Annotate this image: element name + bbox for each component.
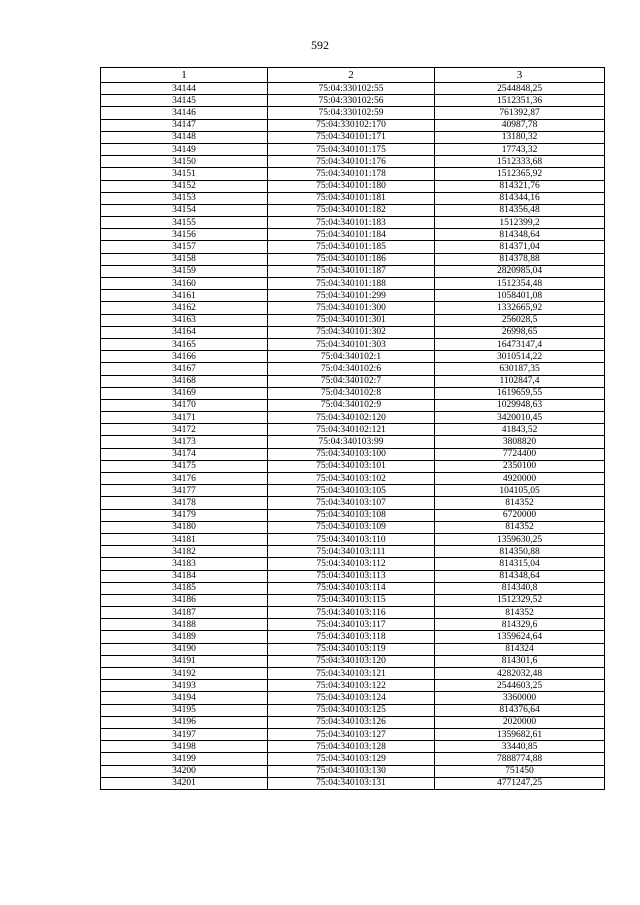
row-number-cell: 34191 xyxy=(101,655,268,667)
table-row xyxy=(101,302,605,314)
cadastral-number-cell: 75:04:340103:110 xyxy=(268,533,435,545)
row-number-cell: 34187 xyxy=(101,607,268,619)
value-cell: 814321,76 xyxy=(435,180,605,192)
table-row xyxy=(101,607,605,619)
table-body xyxy=(101,83,605,790)
table-row xyxy=(101,375,605,387)
table-row xyxy=(101,582,605,594)
value-cell: 751450 xyxy=(435,765,605,777)
value-cell: 33440,85 xyxy=(435,741,605,753)
table-row xyxy=(101,156,605,168)
table-row xyxy=(101,777,605,789)
cadastral-number-cell: 75:04:340103:109 xyxy=(268,521,435,533)
table-row xyxy=(101,351,605,363)
table-row xyxy=(101,448,605,460)
cadastral-number-cell: 75:04:340101:176 xyxy=(268,156,435,168)
table-row xyxy=(101,594,605,606)
cadastral-number-cell: 75:04:340102:121 xyxy=(268,424,435,436)
cadastral-number-cell: 75:04:340103:129 xyxy=(268,753,435,765)
table-row xyxy=(101,765,605,777)
table-row xyxy=(101,546,605,558)
cadastral-number-cell: 75:04:340103:112 xyxy=(268,558,435,570)
row-number-cell: 34166 xyxy=(101,351,268,363)
table-row xyxy=(101,460,605,472)
row-number-cell: 34195 xyxy=(101,704,268,716)
cadastral-number-cell: 75:04:340103:108 xyxy=(268,509,435,521)
cadastral-number-cell: 75:04:340103:116 xyxy=(268,607,435,619)
row-number-cell: 34181 xyxy=(101,533,268,545)
table-row xyxy=(101,436,605,448)
row-number-cell: 34155 xyxy=(101,217,268,229)
table-row xyxy=(101,753,605,765)
value-cell: 13180,32 xyxy=(435,131,605,143)
row-number-cell: 34190 xyxy=(101,643,268,655)
row-number-cell: 34197 xyxy=(101,728,268,740)
value-cell: 41843,52 xyxy=(435,424,605,436)
table-row xyxy=(101,119,605,131)
value-cell: 40987,78 xyxy=(435,119,605,131)
row-number-cell: 34170 xyxy=(101,399,268,411)
value-cell: 3808820 xyxy=(435,436,605,448)
cadastral-number-cell: 75:04:340103:122 xyxy=(268,680,435,692)
value-cell: 814378,88 xyxy=(435,253,605,265)
value-cell: 814315,04 xyxy=(435,558,605,570)
value-cell: 26998,65 xyxy=(435,326,605,338)
value-cell: 1512365,92 xyxy=(435,168,605,180)
table-row xyxy=(101,692,605,704)
row-number-cell: 34189 xyxy=(101,631,268,643)
table-row xyxy=(101,314,605,326)
cadastral-number-cell: 75:04:340103:121 xyxy=(268,668,435,680)
cadastral-number-cell: 75:04:340101:299 xyxy=(268,290,435,302)
row-number-cell: 34161 xyxy=(101,290,268,302)
value-cell: 814301,6 xyxy=(435,655,605,667)
table-row xyxy=(101,278,605,290)
row-number-cell: 34158 xyxy=(101,253,268,265)
cadastral-number-cell: 75:04:340101:301 xyxy=(268,314,435,326)
value-cell: 814352 xyxy=(435,497,605,509)
cadastral-number-cell: 75:04:340103:131 xyxy=(268,777,435,789)
value-cell: 814348,64 xyxy=(435,570,605,582)
cadastral-number-cell: 75:04:330102:59 xyxy=(268,107,435,119)
value-cell: 3010514,22 xyxy=(435,351,605,363)
row-number-cell: 34154 xyxy=(101,204,268,216)
cadastral-number-cell: 75:04:340103:111 xyxy=(268,546,435,558)
value-cell: 104105,05 xyxy=(435,485,605,497)
cadastral-number-cell: 75:04:340101:171 xyxy=(268,131,435,143)
row-number-cell: 34185 xyxy=(101,582,268,594)
row-number-cell: 34146 xyxy=(101,107,268,119)
cadastral-number-cell: 75:04:340103:101 xyxy=(268,460,435,472)
table-row xyxy=(101,424,605,436)
row-number-cell: 34174 xyxy=(101,448,268,460)
table-row xyxy=(101,485,605,497)
value-cell: 2820985,04 xyxy=(435,265,605,277)
table-row xyxy=(101,704,605,716)
row-number-cell: 34177 xyxy=(101,485,268,497)
row-number-cell: 34201 xyxy=(101,777,268,789)
table-row xyxy=(101,180,605,192)
table-row xyxy=(101,521,605,533)
row-number-cell: 34151 xyxy=(101,168,268,180)
cadastral-number-cell: 75:04:340103:114 xyxy=(268,582,435,594)
table-row xyxy=(101,716,605,728)
cadastral-number-cell: 75:04:340103:115 xyxy=(268,594,435,606)
value-cell: 814356,48 xyxy=(435,204,605,216)
table-row xyxy=(101,143,605,155)
value-cell: 1512329,52 xyxy=(435,594,605,606)
table-row xyxy=(101,741,605,753)
row-number-cell: 34148 xyxy=(101,131,268,143)
row-number-cell: 34184 xyxy=(101,570,268,582)
row-number-cell: 34199 xyxy=(101,753,268,765)
row-number-cell: 34150 xyxy=(101,156,268,168)
row-number-cell: 34176 xyxy=(101,473,268,485)
table-header xyxy=(101,68,605,83)
table-row xyxy=(101,473,605,485)
row-number-cell: 34162 xyxy=(101,302,268,314)
table-row xyxy=(101,192,605,204)
row-number-cell: 34180 xyxy=(101,521,268,533)
table-row xyxy=(101,241,605,253)
value-cell: 17743,32 xyxy=(435,143,605,155)
cadastral-number-cell: 75:04:340103:125 xyxy=(268,704,435,716)
cadastral-number-cell: 75:04:340103:119 xyxy=(268,643,435,655)
cadastral-number-cell: 75:04:340101:186 xyxy=(268,253,435,265)
row-number-cell: 34149 xyxy=(101,143,268,155)
value-cell: 1512354,48 xyxy=(435,278,605,290)
table-row xyxy=(101,387,605,399)
value-cell: 2350100 xyxy=(435,460,605,472)
row-number-cell: 34156 xyxy=(101,229,268,241)
table-row xyxy=(101,107,605,119)
row-number-cell: 34183 xyxy=(101,558,268,570)
row-number-cell: 34188 xyxy=(101,619,268,631)
row-number-cell: 34186 xyxy=(101,594,268,606)
value-cell: 1359630,25 xyxy=(435,533,605,545)
value-cell: 1512351,36 xyxy=(435,95,605,107)
cadastral-number-cell: 75:04:340103:128 xyxy=(268,741,435,753)
cadastral-number-cell: 75:04:340103:130 xyxy=(268,765,435,777)
table-row xyxy=(101,338,605,350)
value-cell: 814352 xyxy=(435,521,605,533)
table-row xyxy=(101,217,605,229)
cadastral-number-cell: 75:04:340103:113 xyxy=(268,570,435,582)
value-cell: 7888774,88 xyxy=(435,753,605,765)
cadastral-number-cell: 75:04:340101:300 xyxy=(268,302,435,314)
cadastral-number-cell: 75:04:340102:6 xyxy=(268,363,435,375)
value-cell: 4920000 xyxy=(435,473,605,485)
value-cell: 2020000 xyxy=(435,716,605,728)
cadastral-number-cell: 75:04:340102:9 xyxy=(268,399,435,411)
value-cell: 814344,16 xyxy=(435,192,605,204)
row-number-cell: 34157 xyxy=(101,241,268,253)
row-number-cell: 34163 xyxy=(101,314,268,326)
value-cell: 1512399,2 xyxy=(435,217,605,229)
value-cell: 1512333,68 xyxy=(435,156,605,168)
table-row xyxy=(101,399,605,411)
value-cell: 814348,64 xyxy=(435,229,605,241)
row-number-cell: 34159 xyxy=(101,265,268,277)
cadastral-number-cell: 75:04:330102:55 xyxy=(268,83,435,95)
table-row xyxy=(101,253,605,265)
value-cell: 256028,5 xyxy=(435,314,605,326)
column-header-2: 2 xyxy=(268,68,435,83)
row-number-cell: 34147 xyxy=(101,119,268,131)
row-number-cell: 34192 xyxy=(101,668,268,680)
cadastral-number-cell: 75:04:340101:181 xyxy=(268,192,435,204)
value-cell: 3360000 xyxy=(435,692,605,704)
row-number-cell: 34160 xyxy=(101,278,268,290)
table-row xyxy=(101,95,605,107)
cadastral-number-cell: 75:04:340101:184 xyxy=(268,229,435,241)
cadastral-number-cell: 75:04:330102:170 xyxy=(268,119,435,131)
cadastral-number-cell: 75:04:340101:182 xyxy=(268,204,435,216)
cadastral-number-cell: 75:04:340102:1 xyxy=(268,351,435,363)
header-row xyxy=(101,68,605,83)
table-row xyxy=(101,680,605,692)
cadastral-number-cell: 75:04:340103:105 xyxy=(268,485,435,497)
cadastral-number-cell: 75:04:340102:120 xyxy=(268,412,435,424)
cadastral-number-cell: 75:04:340103:118 xyxy=(268,631,435,643)
table-row xyxy=(101,83,605,95)
value-cell: 7724400 xyxy=(435,448,605,460)
row-number-cell: 34182 xyxy=(101,546,268,558)
row-number-cell: 34194 xyxy=(101,692,268,704)
row-number-cell: 34168 xyxy=(101,375,268,387)
value-cell: 2544603,25 xyxy=(435,680,605,692)
table-row xyxy=(101,229,605,241)
column-header-1: 1 xyxy=(101,68,268,83)
cadastral-number-cell: 75:04:340101:187 xyxy=(268,265,435,277)
cadastral-number-cell: 75:04:340103:100 xyxy=(268,448,435,460)
table-row xyxy=(101,728,605,740)
cadastral-number-cell: 75:04:340103:102 xyxy=(268,473,435,485)
row-number-cell: 34175 xyxy=(101,460,268,472)
cadastral-number-cell: 75:04:340101:188 xyxy=(268,278,435,290)
row-number-cell: 34179 xyxy=(101,509,268,521)
cadastral-number-cell: 75:04:340101:303 xyxy=(268,338,435,350)
value-cell: 4771247,25 xyxy=(435,777,605,789)
value-cell: 1619659,55 xyxy=(435,387,605,399)
table-row xyxy=(101,131,605,143)
value-cell: 814350,88 xyxy=(435,546,605,558)
table-row xyxy=(101,509,605,521)
row-number-cell: 34196 xyxy=(101,716,268,728)
table-row xyxy=(101,655,605,667)
value-cell: 814329,6 xyxy=(435,619,605,631)
value-cell: 4282032,48 xyxy=(435,668,605,680)
table-row xyxy=(101,412,605,424)
data-table xyxy=(100,67,605,790)
cadastral-number-cell: 75:04:340103:124 xyxy=(268,692,435,704)
value-cell: 814340,8 xyxy=(435,582,605,594)
table-row xyxy=(101,570,605,582)
row-number-cell: 34152 xyxy=(101,180,268,192)
cadastral-number-cell: 75:04:340103:117 xyxy=(268,619,435,631)
table-row xyxy=(101,265,605,277)
table-row xyxy=(101,533,605,545)
table-row xyxy=(101,668,605,680)
row-number-cell: 34145 xyxy=(101,95,268,107)
row-number-cell: 34193 xyxy=(101,680,268,692)
value-cell: 630187,35 xyxy=(435,363,605,375)
row-number-cell: 34198 xyxy=(101,741,268,753)
value-cell: 6720000 xyxy=(435,509,605,521)
table-row xyxy=(101,363,605,375)
value-cell: 814324 xyxy=(435,643,605,655)
table-row xyxy=(101,290,605,302)
cadastral-number-cell: 75:04:340101:175 xyxy=(268,143,435,155)
cadastral-number-cell: 75:04:340103:120 xyxy=(268,655,435,667)
row-number-cell: 34167 xyxy=(101,363,268,375)
row-number-cell: 34200 xyxy=(101,765,268,777)
table-row xyxy=(101,204,605,216)
row-number-cell: 34169 xyxy=(101,387,268,399)
table-row xyxy=(101,326,605,338)
page-number: 592 xyxy=(311,38,329,52)
value-cell: 1029948,63 xyxy=(435,399,605,411)
row-number-cell: 34165 xyxy=(101,338,268,350)
row-number-cell: 34173 xyxy=(101,436,268,448)
value-cell: 3420010,45 xyxy=(435,412,605,424)
table-row xyxy=(101,619,605,631)
row-number-cell: 34171 xyxy=(101,412,268,424)
row-number-cell: 34164 xyxy=(101,326,268,338)
cadastral-number-cell: 75:04:340102:7 xyxy=(268,375,435,387)
row-number-cell: 34178 xyxy=(101,497,268,509)
row-number-cell: 34144 xyxy=(101,83,268,95)
row-number-cell: 34153 xyxy=(101,192,268,204)
value-cell: 1359682,61 xyxy=(435,728,605,740)
cadastral-number-cell: 75:04:330102:56 xyxy=(268,95,435,107)
value-cell: 1359624,64 xyxy=(435,631,605,643)
table-row xyxy=(101,497,605,509)
cadastral-number-cell: 75:04:340103:126 xyxy=(268,716,435,728)
value-cell: 2544848,25 xyxy=(435,83,605,95)
value-cell: 761392,87 xyxy=(435,107,605,119)
column-header-3: 3 xyxy=(435,68,605,83)
cadastral-number-cell: 75:04:340101:180 xyxy=(268,180,435,192)
row-number-cell: 34172 xyxy=(101,424,268,436)
table-row xyxy=(101,168,605,180)
table-row xyxy=(101,631,605,643)
cadastral-number-cell: 75:04:340103:99 xyxy=(268,436,435,448)
value-cell: 814371,04 xyxy=(435,241,605,253)
value-cell: 16473147,4 xyxy=(435,338,605,350)
table-row xyxy=(101,643,605,655)
value-cell: 1332665,92 xyxy=(435,302,605,314)
cadastral-number-cell: 75:04:340101:185 xyxy=(268,241,435,253)
value-cell: 814376,64 xyxy=(435,704,605,716)
cadastral-number-cell: 75:04:340101:302 xyxy=(268,326,435,338)
cadastral-number-cell: 75:04:340103:127 xyxy=(268,728,435,740)
cadastral-number-cell: 75:04:340102:8 xyxy=(268,387,435,399)
value-cell: 1058401,08 xyxy=(435,290,605,302)
table-row xyxy=(101,558,605,570)
cadastral-number-cell: 75:04:340101:178 xyxy=(268,168,435,180)
cadastral-number-cell: 75:04:340103:107 xyxy=(268,497,435,509)
cadastral-number-cell: 75:04:340101:183 xyxy=(268,217,435,229)
value-cell: 1102847,4 xyxy=(435,375,605,387)
value-cell: 814352 xyxy=(435,607,605,619)
